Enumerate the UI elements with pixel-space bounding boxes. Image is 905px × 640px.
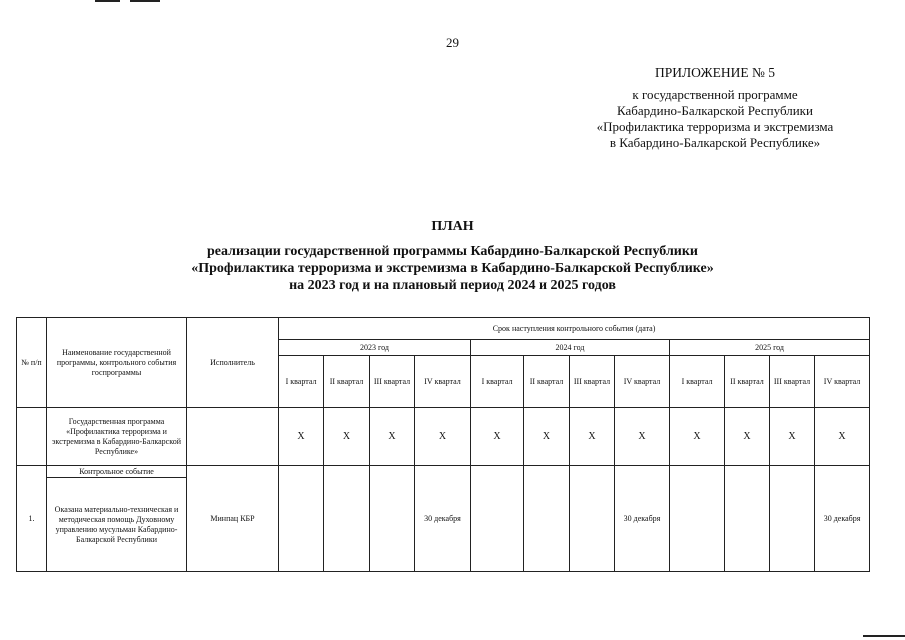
cell-empty [279,466,324,572]
cell-empty [324,466,370,572]
bottom-edge-mark [863,635,905,637]
annex-block [535,65,895,151]
annex-line: в Кабардино-Балкарской Республике» [609,135,821,150]
header-quarter: III квартал [370,356,415,408]
plan-subtitle-line: «Профилактика терроризма и экстремизма в Кабардино-Балкарской Республике» [191,261,714,276]
cell-empty [370,466,415,572]
header-quarter: IV квартал [815,356,870,408]
x-mark: Х [725,408,770,466]
event-num: 1. [17,466,47,572]
control-event-label: Контрольное событие [47,466,187,478]
x-mark: Х [815,408,870,466]
header-quarter: I квартал [670,356,725,408]
header-quarter: IV квартал [415,356,471,408]
header-quarter: I квартал [279,356,324,408]
cell-empty [471,466,524,572]
x-mark: Х [615,408,670,466]
page-number: 29 [446,35,459,50]
header-year-2025: 2025 год [670,340,870,356]
x-mark: Х [471,408,524,466]
annex-line: к государственной программе [632,87,798,102]
cell-empty [17,408,47,466]
plan-title-block [0,218,905,294]
event-name: Оказана материально-техническая и методическая помощь Духовному управлению мусульман Кабардино-Балкарской Республики [47,478,187,572]
cell-empty [725,466,770,572]
table-row-program [17,408,870,466]
x-mark: Х [370,408,415,466]
plan-table [16,317,870,572]
plan-subtitle-line: реализации государственной программы Кабардино-Балкарской Республики [207,244,698,259]
x-mark: Х [670,408,725,466]
annex-line: Кабардино-Балкарской Республики [617,103,813,118]
top-edge-marks [95,0,165,3]
x-mark: Х [770,408,815,466]
header-deadline: Срок наступления контрольного события (дата) [279,318,870,340]
header-quarter: III квартал [570,356,615,408]
cell-empty [187,408,279,466]
header-year-2023: 2023 год [279,340,471,356]
header-quarter: II квартал [524,356,570,408]
x-mark: Х [415,408,471,466]
header-quarter: II квартал [725,356,770,408]
header-quarter: IV квартал [615,356,670,408]
x-mark: Х [524,408,570,466]
table-row-control-label [17,466,870,478]
header-quarter: III квартал [770,356,815,408]
annex-heading: ПРИЛОЖЕНИЕ № 5 [654,65,776,80]
header-num: № п/п [17,318,47,408]
plan-subtitle-line: на 2023 год и на плановый период 2024 и 2025 годов [289,278,616,293]
header-quarter: I квартал [471,356,524,408]
plan-title: ПЛАН [431,219,474,234]
x-mark: Х [279,408,324,466]
annex-line: «Профилактика терроризма и экстремизма [596,119,834,134]
cell-empty [524,466,570,572]
program-name: Государственная программа «Профилактика терроризма и экстремизма в Кабардино-Балкарской Республике» [47,408,187,466]
event-executor: Минпац КБР [187,466,279,572]
header-quarter: II квартал [324,356,370,408]
cell-empty [770,466,815,572]
header-name: Наименование государственной программы, контрольного события госпрограммы [47,318,187,408]
x-mark: Х [324,408,370,466]
cell-empty [570,466,615,572]
header-executor: Исполнитель [187,318,279,408]
event-date-2023: 30 декабря [415,466,471,572]
cell-empty [670,466,725,572]
x-mark: Х [570,408,615,466]
event-date-2024: 30 декабря [615,466,670,572]
event-date-2025: 30 декабря [815,466,870,572]
header-year-2024: 2024 год [471,340,670,356]
